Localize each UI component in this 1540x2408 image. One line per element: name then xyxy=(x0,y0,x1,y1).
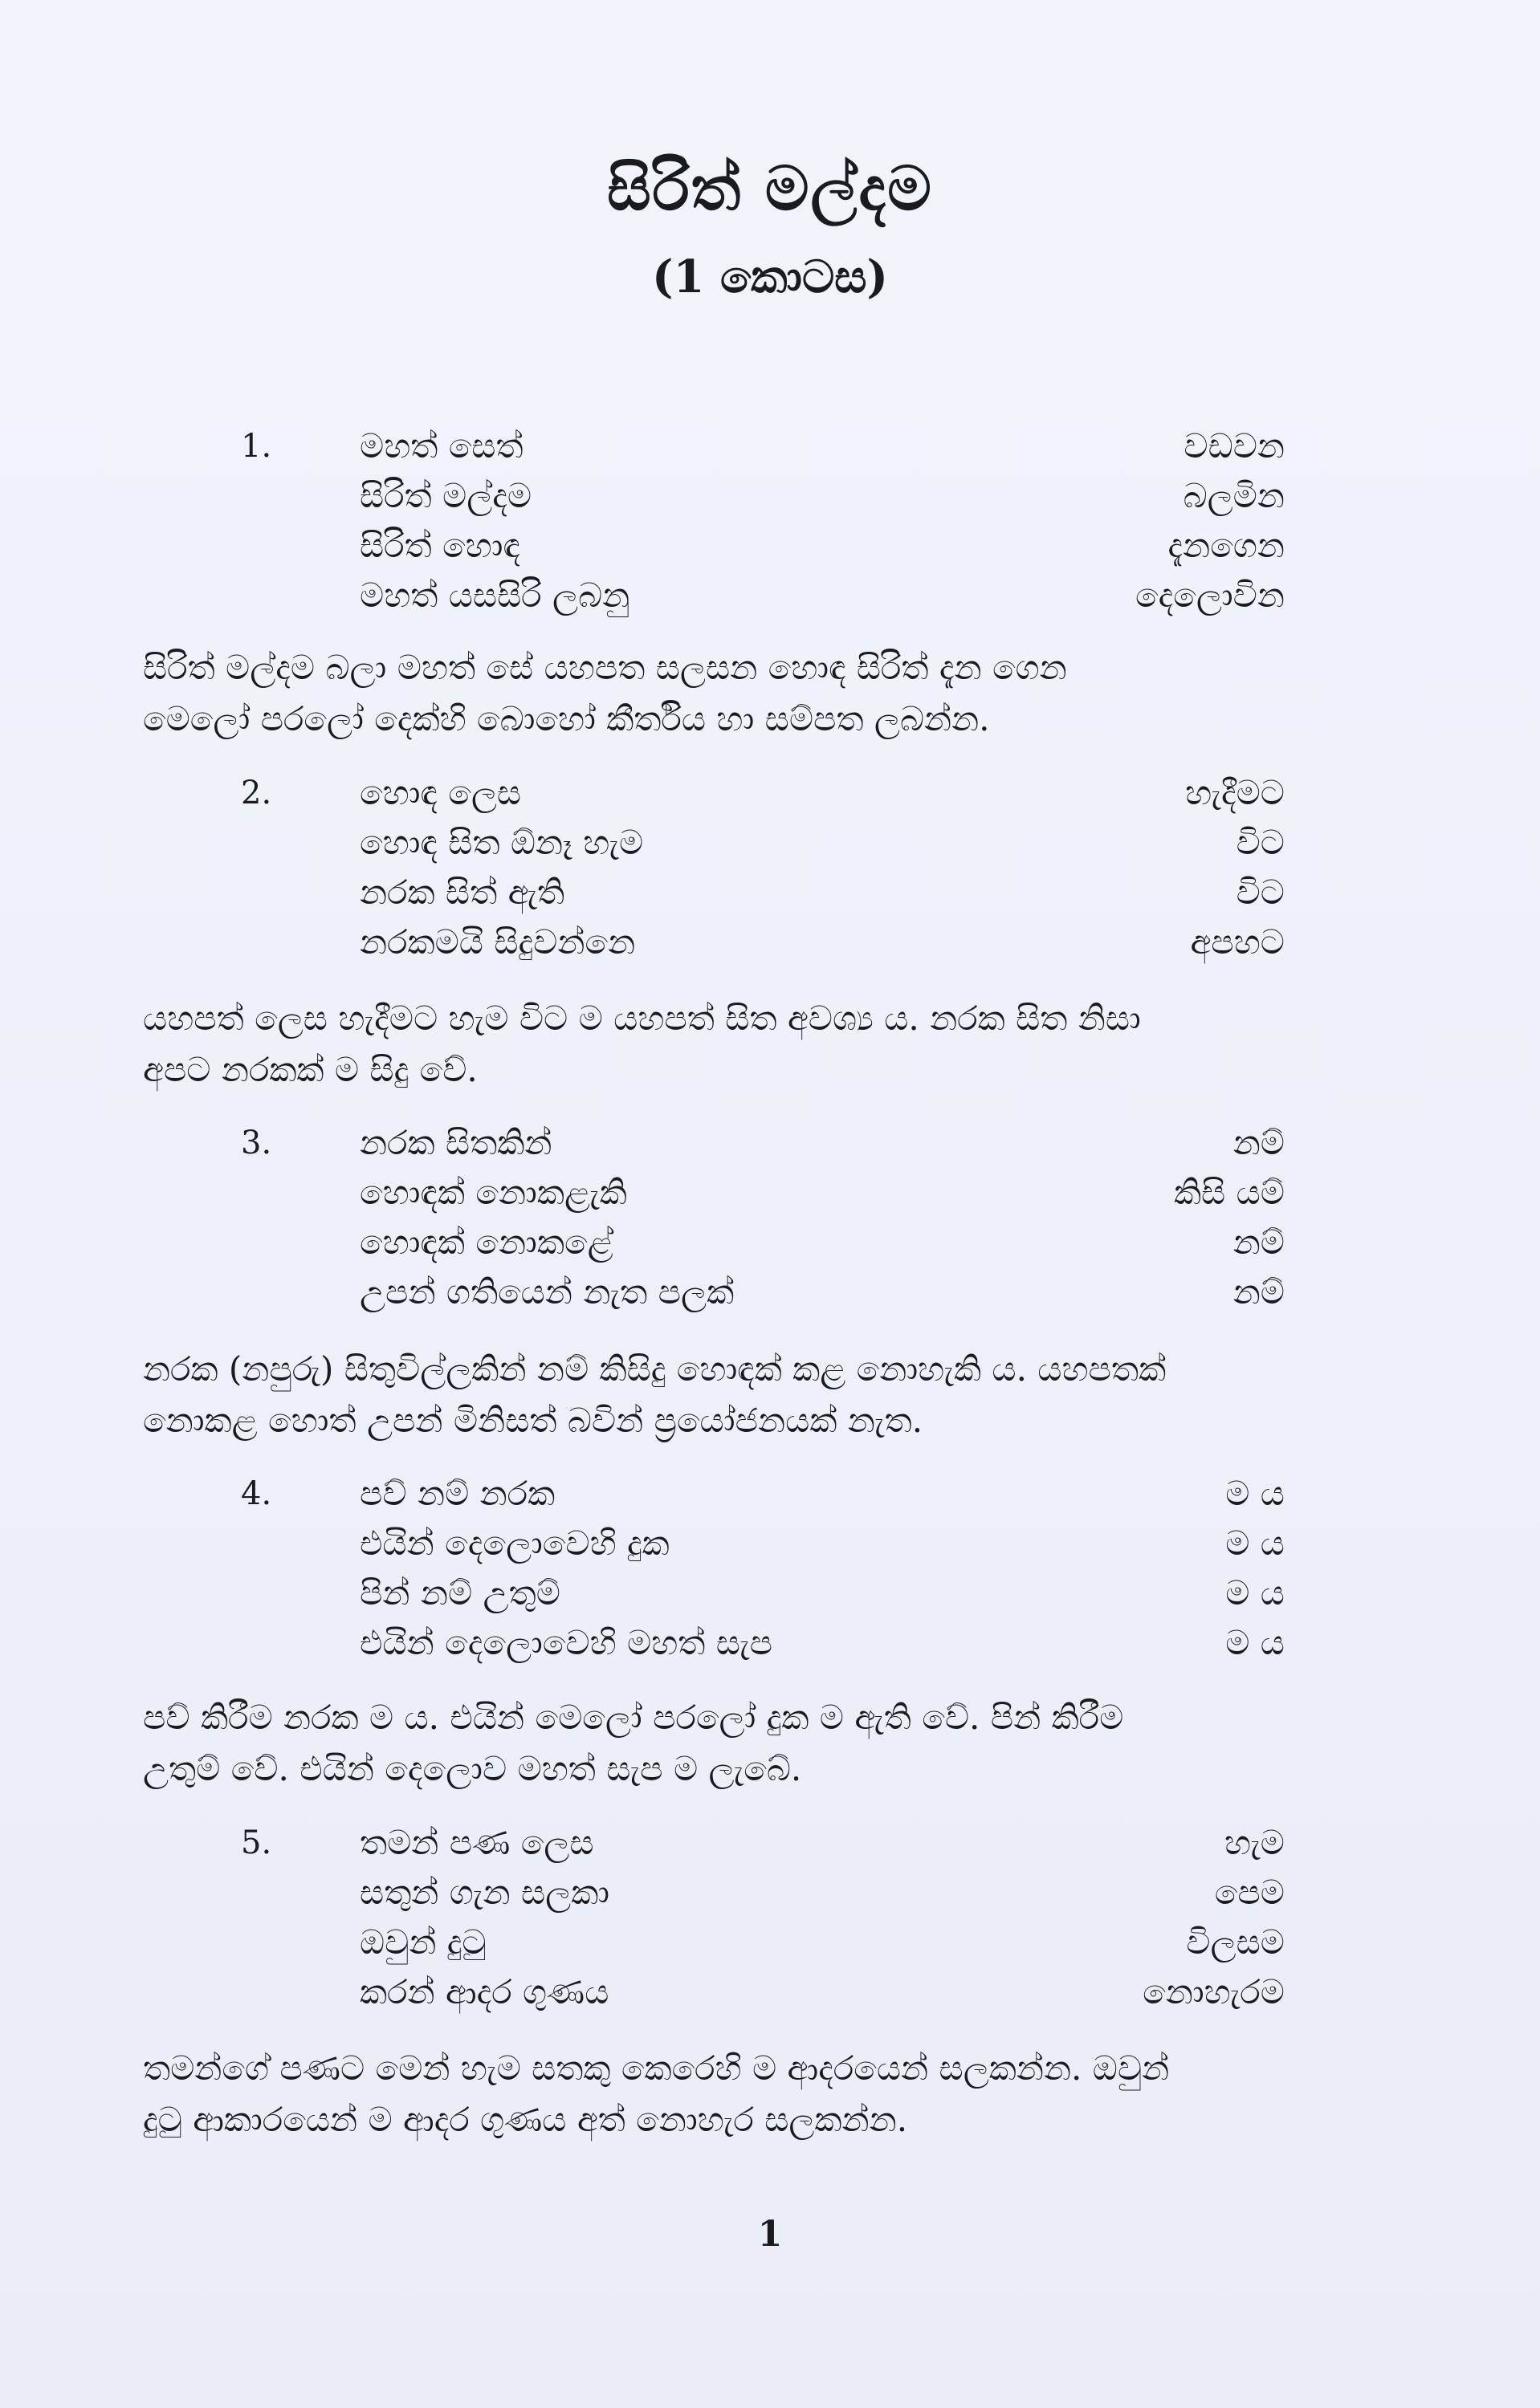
explanation-paragraph-4 xyxy=(143,1692,1363,1795)
verse-ending: දැනගෙන xyxy=(1167,526,1285,565)
verse-line xyxy=(241,1469,1285,1519)
verse-line xyxy=(241,1218,1285,1267)
verse-line xyxy=(241,1267,1285,1317)
verse-line xyxy=(241,868,1285,917)
verse-ending: ම ය xyxy=(1225,1623,1285,1662)
paragraph-line: තමන්ගේ පණට මෙන් හැම සතකු කෙරෙහි ම ආදරයෙන් සලකන්න. ඔවුන් xyxy=(143,2048,1170,2088)
verse-ending: පෙම xyxy=(1214,1873,1285,1912)
verse-stanza-5 xyxy=(241,1818,1285,2017)
explanation-paragraph-1 xyxy=(143,642,1363,745)
verse-ending: විට xyxy=(1236,872,1285,912)
verse-text: මහත් යසසිරි ලබනු xyxy=(360,576,630,615)
verse-ending: අපහට xyxy=(1190,922,1285,962)
verse-text: පින් නම් උතුම් xyxy=(360,1573,560,1613)
verse-text: හොඳ ලෙස xyxy=(360,773,522,812)
verse-text: උපන් ගතියෙන් නැත පලක් xyxy=(360,1272,735,1312)
verse-text: හොඳ සිත ඕනෑ හැම xyxy=(360,823,644,862)
verse-number: 3. xyxy=(241,1125,272,1161)
verse-number: 4. xyxy=(241,1475,272,1512)
verse-line xyxy=(241,1967,1285,2017)
verse-text: නරක සිත් ඇති xyxy=(360,872,565,912)
verse-ending: වඩවන xyxy=(1184,426,1285,466)
verse-line xyxy=(241,1918,1285,1967)
verse-line xyxy=(241,1618,1285,1668)
verse-ending: විලසම xyxy=(1186,1922,1285,1962)
verse-line xyxy=(241,1118,1285,1168)
paragraph-line: අපට නරකක් ම සිදු වේ. xyxy=(143,1050,478,1089)
verse-text: එයින් දෙලොවෙහි දුක xyxy=(360,1523,670,1563)
verse-text: කරන් ආදර ගුණය xyxy=(360,1972,609,2011)
verse-text: සතුන් ගැන සලකා xyxy=(360,1873,610,1912)
verse-text: ඔවුන් දුටු xyxy=(360,1922,487,1962)
verse-ending: ම ය xyxy=(1225,1573,1285,1613)
verse-ending: නොහැරම xyxy=(1143,1972,1285,2011)
verse-number: 1. xyxy=(241,428,272,465)
paragraph-line: නරක (නපුරු) සිතුවිල්ලකින් නම් කිසිදු හොඳක් කළ නොහැකි ය. යහපතක් xyxy=(143,1349,1167,1389)
verse-line xyxy=(241,818,1285,868)
verse-stanza-1 xyxy=(241,421,1285,620)
verse-line xyxy=(241,1568,1285,1618)
paragraph-line: නොකළ හොත් උපන් මිනිසත් බවින් ප්‍රයෝජනයක් නැත. xyxy=(143,1401,923,1440)
verse-stanza-4 xyxy=(241,1469,1285,1668)
paragraph-line: මෙලෝ පරලෝ දෙක්හි බොහෝ කීර්තිය හා සම්පත ලබන්න. xyxy=(143,699,990,738)
paragraph-line: සිරිත් මල්දම බලා මහත් සේ යහපත සලසන හොඳ සිරිත් දැන ගෙන xyxy=(143,648,1067,687)
verse-line xyxy=(241,471,1285,521)
verse-stanza-2 xyxy=(241,768,1285,967)
verse-ending: ම ය xyxy=(1225,1474,1285,1513)
verse-text: සිරිත් මල්දම xyxy=(360,476,532,515)
verse-ending: හැදීමට xyxy=(1185,773,1285,812)
verse-line xyxy=(241,1818,1285,1868)
verse-ending: නම් xyxy=(1232,1123,1285,1162)
verse-line xyxy=(241,917,1285,967)
verse-ending: නම් xyxy=(1232,1272,1285,1312)
verse-line xyxy=(241,1519,1285,1568)
paragraph-line: උතුම් වේ. එයින් දෙලොව මහත් සැප ම ලැබේ. xyxy=(143,1749,802,1788)
verse-line xyxy=(241,1168,1285,1218)
verse-line xyxy=(241,521,1285,571)
verse-text: එයින් දෙලොවෙහි මහත් සැප xyxy=(360,1623,773,1662)
verse-ending: විට xyxy=(1236,823,1285,862)
explanation-paragraph-2 xyxy=(143,993,1363,1096)
verse-line xyxy=(241,421,1285,471)
verse-line xyxy=(241,571,1285,620)
verse-line xyxy=(241,1868,1285,1918)
page-title: සිරිත් මල්දම xyxy=(607,153,933,224)
verse-line xyxy=(241,768,1285,818)
verse-text: පව් නම් නරක xyxy=(360,1474,556,1513)
page-subtitle: (1 කොටස) xyxy=(651,250,888,303)
verse-ending: බලමින xyxy=(1183,476,1285,515)
page-number: 1 xyxy=(757,2214,783,2255)
verse-text: හොඳක් නොකළැකි xyxy=(360,1173,627,1212)
verse-text: තමන් පණ ලෙස xyxy=(360,1823,594,1862)
verse-text: හොඳක් නොකළේ xyxy=(360,1222,613,1262)
verse-text: සිරිත් හොඳ xyxy=(360,526,520,565)
verse-ending: හැම xyxy=(1224,1823,1285,1862)
verse-number: 2. xyxy=(241,775,272,811)
verse-ending: කිසි යම් xyxy=(1173,1173,1285,1212)
explanation-paragraph-5 xyxy=(143,2043,1363,2146)
paragraph-line: පව් කිරීම නරක ම ය. එයින් මෙලෝ පරලෝ දුක ම ඇති වේ. පින් කිරීම xyxy=(143,1698,1124,1737)
verse-ending: ම ය xyxy=(1225,1523,1285,1563)
explanation-paragraph-3 xyxy=(143,1344,1363,1446)
paragraph-line: දුටු ආකාරයෙන් ම ආදර ගුණය අත් නොහැර සලකන්න. xyxy=(143,2100,908,2139)
verse-text: නරකමයි සිදුවන්නෙ xyxy=(360,922,636,962)
verse-ending: නම් xyxy=(1232,1222,1285,1262)
verse-ending: දෙලොවින xyxy=(1135,576,1285,615)
verse-number: 5. xyxy=(241,1824,272,1861)
verse-stanza-3 xyxy=(241,1118,1285,1317)
verse-text: මහත් සෙත් xyxy=(360,426,524,466)
verse-text: නරක සිතකින් xyxy=(360,1123,552,1162)
paragraph-line: යහපත් ලෙස හැදීමට හැම විට ම යහපත් සිත අවශ්‍ය ය. නරක සිත නිසා xyxy=(143,999,1141,1038)
